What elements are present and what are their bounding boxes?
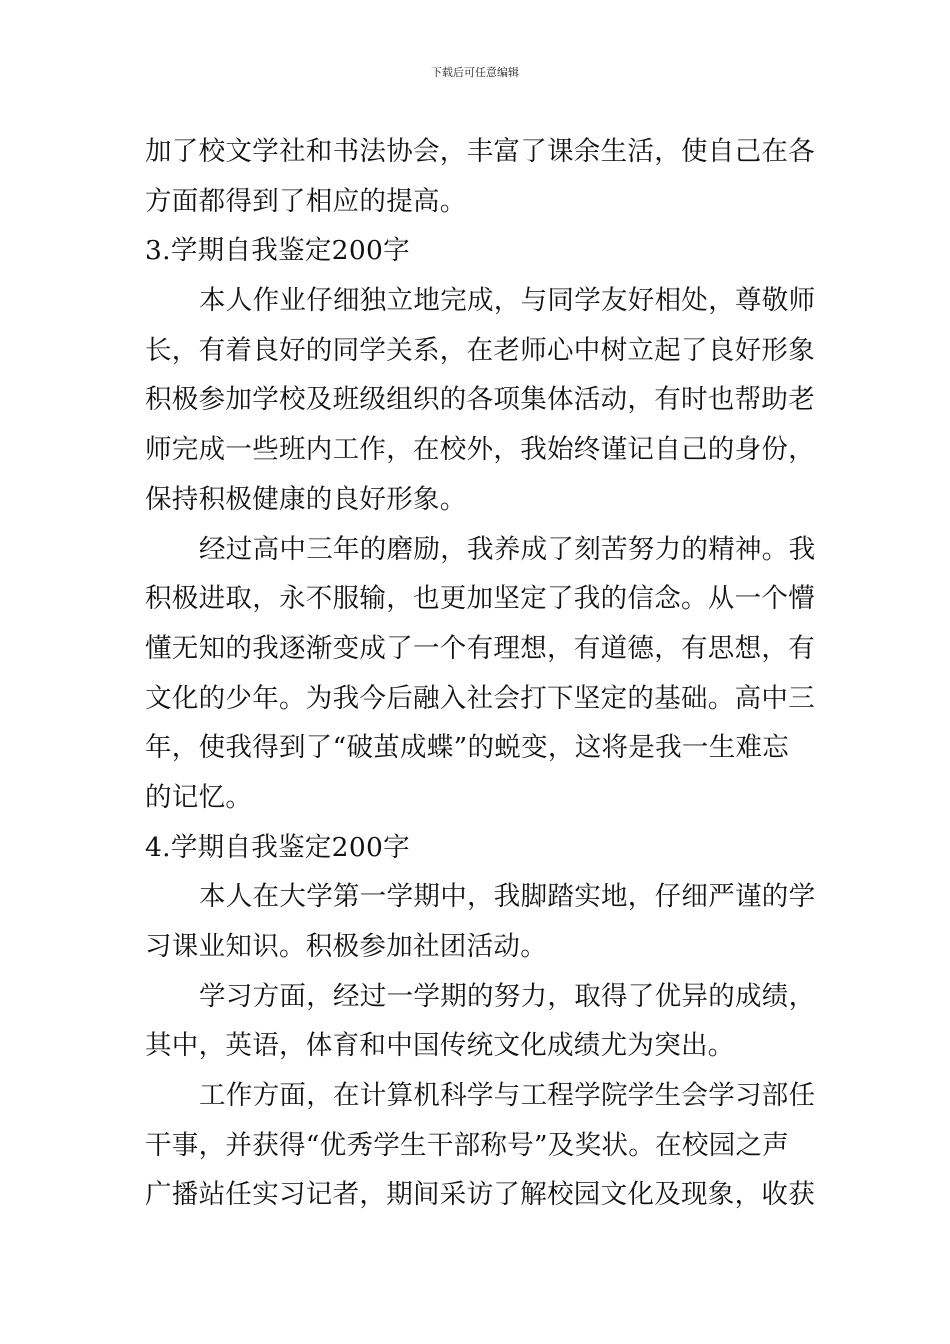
paragraph-first-line: 本人作业仔细独立地完成，与同学友好相处，尊敬师 bbox=[199, 285, 816, 317]
text-line: 懂无知的我逐渐变成了一个有理想，有道德，有思想，有 bbox=[145, 632, 815, 664]
text-line: 加了校文学社和书法协会，丰富了课余生活，使自己在各 bbox=[145, 136, 815, 167]
text-line: 年，使我得到了“破茧成蝶”的蜕变，这将是我一生难忘 bbox=[145, 732, 790, 764]
text-line: 积极进取，永不服输，也更加坚定了我的信念。从一个懵 bbox=[145, 583, 815, 615]
paragraph-first-line: 经过高中三年的磨励，我养成了刻苦努力的精神。我 bbox=[199, 533, 816, 565]
text-line: 师完成一些班内工作，在校外，我始终谨记自己的身份， bbox=[145, 434, 815, 466]
text-line: 习课业知识。积极参加社团活动。 bbox=[145, 931, 547, 962]
text-line: 文化的少年。为我今后融入社会打下坚定的基础。高中三 bbox=[145, 682, 815, 714]
text-line: 干事，并获得“优秀学生干部称号”及奖状。在校园之声 bbox=[145, 1129, 790, 1161]
paragraph-first-line: 本人在大学第一学期中，我脚踏实地，仔细严谨的学 bbox=[199, 881, 816, 913]
text-line: 长，有着良好的同学关系，在老师心中树立起了良好形象 bbox=[145, 334, 815, 366]
text-line: 积极参加学校及班级组织的各项集体活动，有时也帮助老 bbox=[145, 384, 815, 416]
text-line: 广播站任实习记者，期间采访了解校园文化及现象，收获 bbox=[145, 1179, 815, 1211]
text-line: 4.学期自我鉴定200字 bbox=[145, 831, 410, 863]
document-body bbox=[145, 127, 816, 1220]
paragraph-first-line: 学习方面，经过一学期的努力，取得了优异的成绩， bbox=[199, 980, 816, 1012]
text-line: 保持积极健康的良好形象。 bbox=[145, 483, 467, 515]
text-line: 3.学期自我鉴定200字 bbox=[145, 235, 410, 267]
text-line: 的记忆。 bbox=[145, 781, 253, 813]
page-header: 下载后可任意编辑 bbox=[431, 66, 519, 79]
text-line: 方面都得到了相应的提高。 bbox=[145, 185, 467, 217]
text-line: 其中，英语，体育和中国传统文化成绩尤为突出。 bbox=[145, 1030, 735, 1062]
paragraph-first-line: 工作方面，在计算机科学与工程学院学生会学习部任 bbox=[199, 1080, 816, 1112]
